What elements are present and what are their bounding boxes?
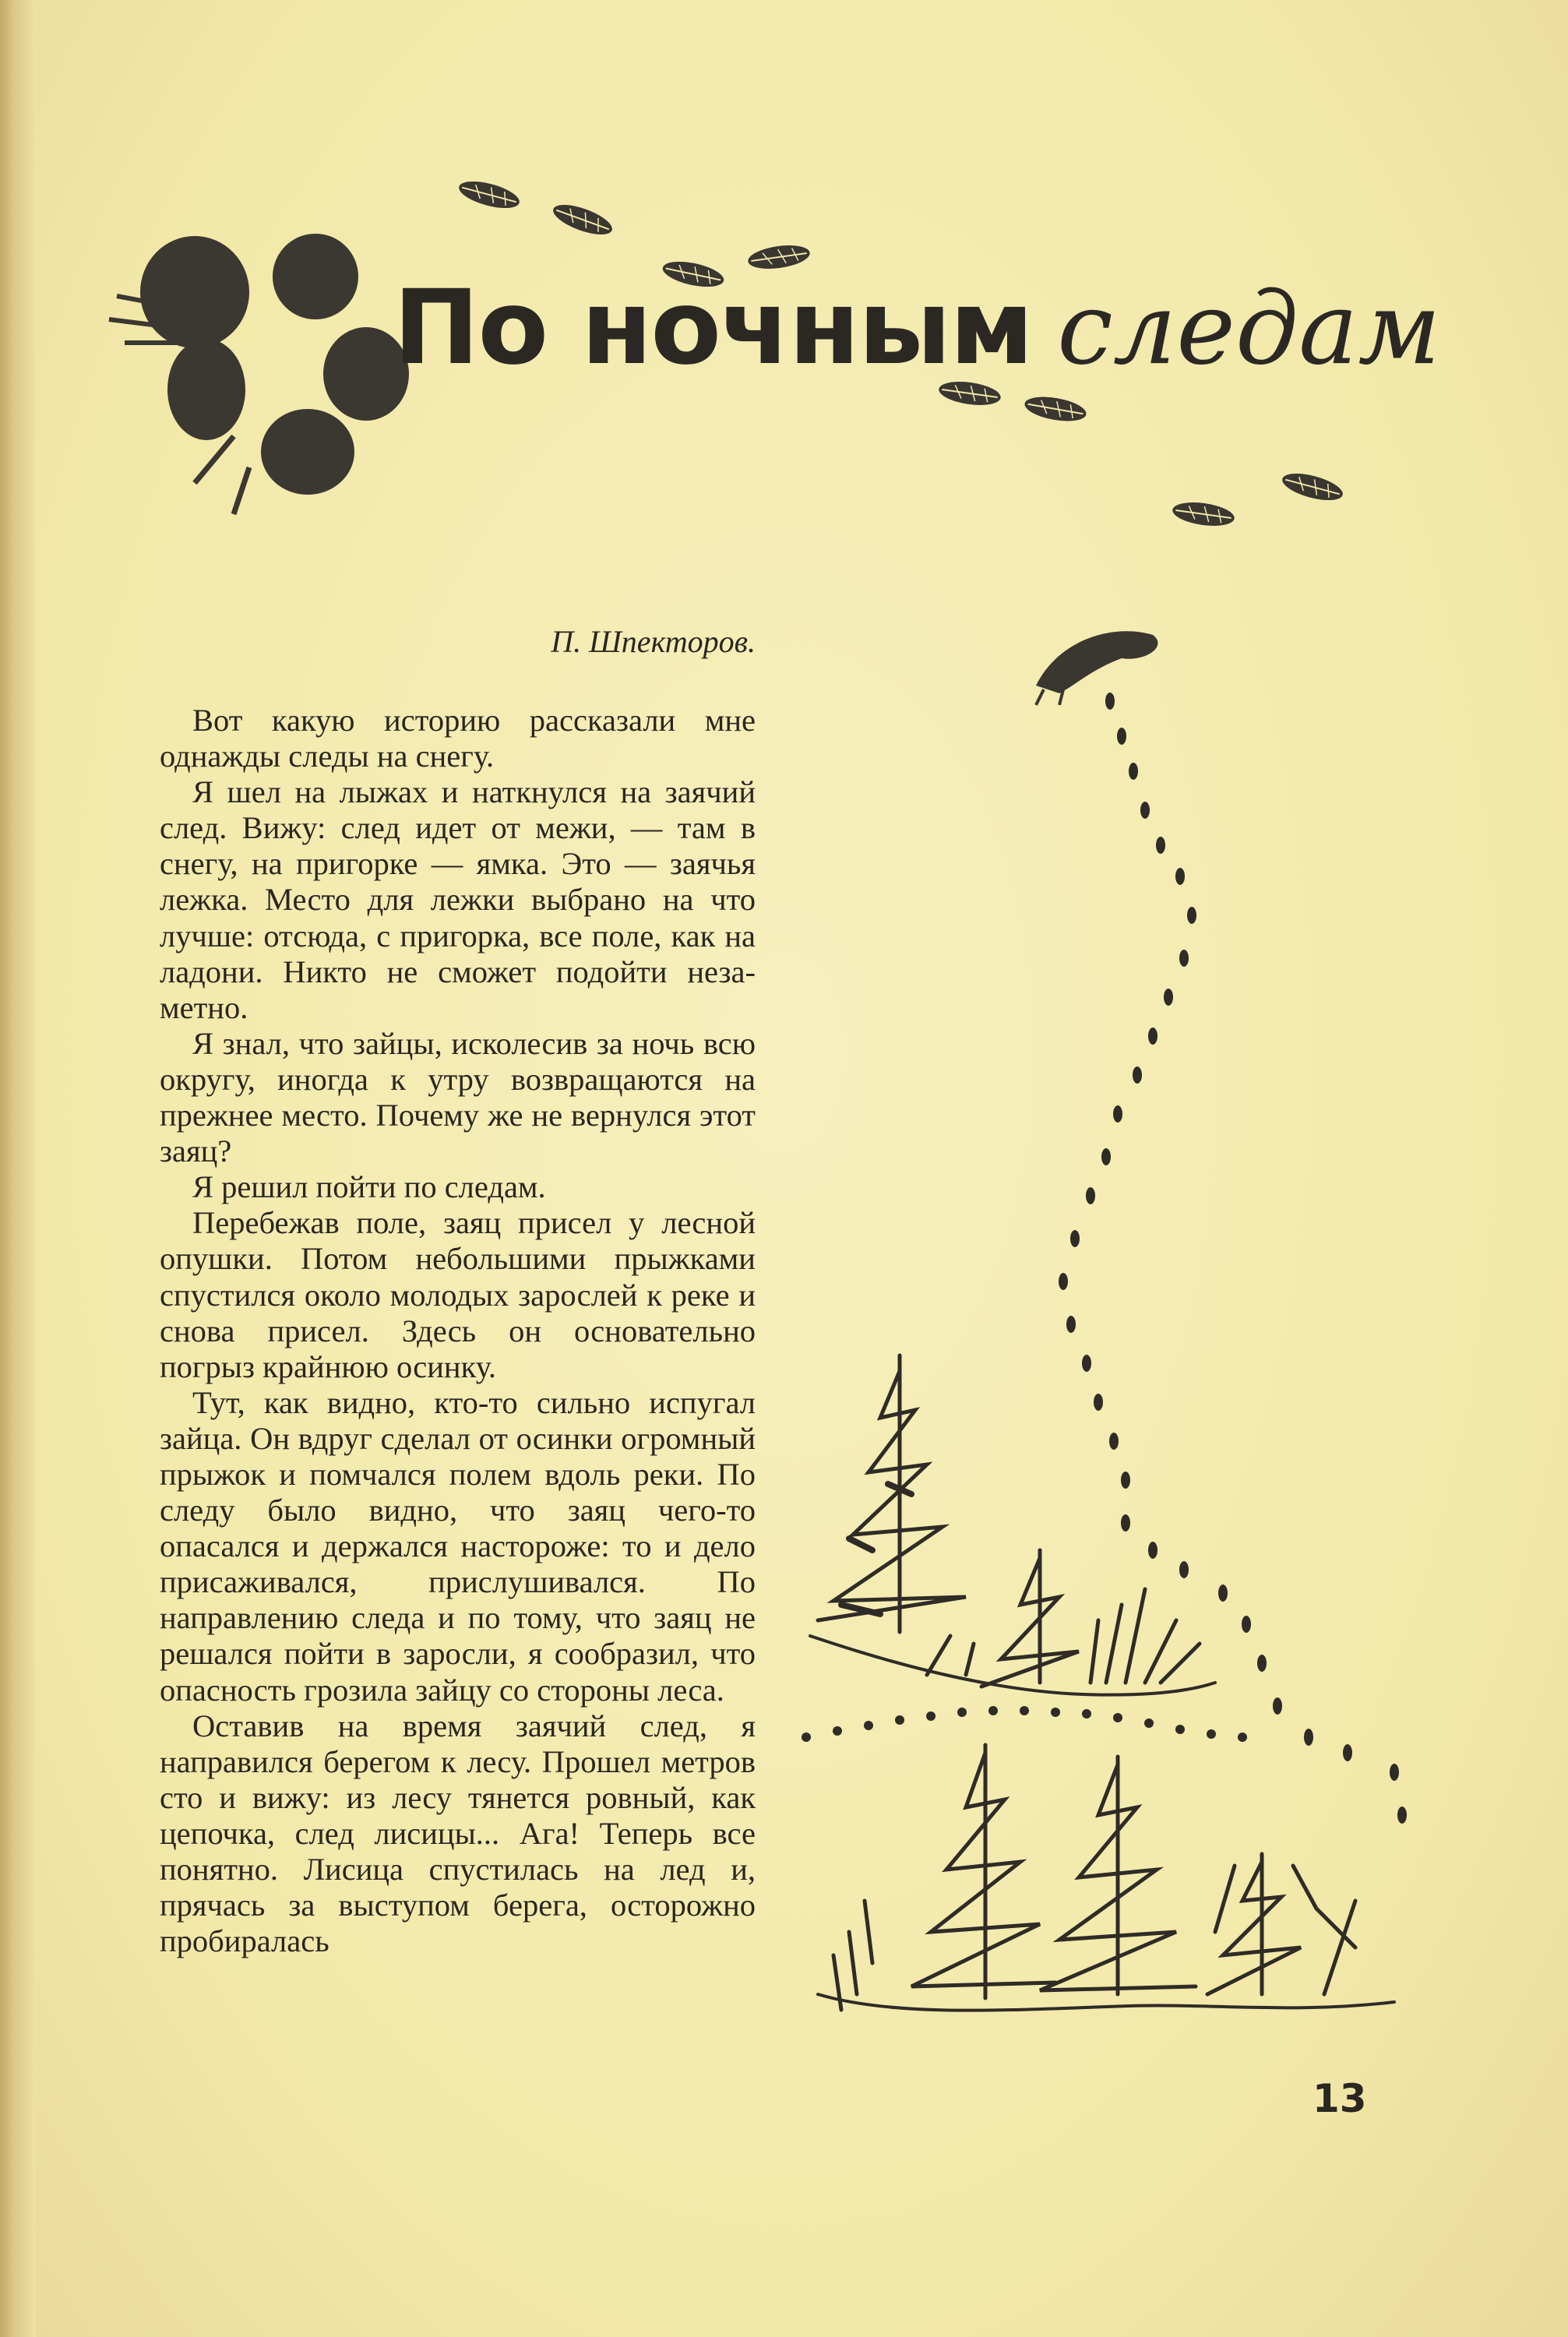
dotted-trail: [802, 1706, 1247, 1742]
title-italic: следам: [1057, 271, 1441, 387]
title-main: По ночным: [393, 268, 1033, 388]
article-title: [393, 268, 1499, 388]
paw-print-drawing: [109, 234, 409, 514]
paragraph: Тут, как видно, кто-то сильно испугал зайца. Он вдруг сделал от осинки огромный прыжок и помчался полем вдоль реки. По следу было видно, что заяц чего-то опасался и держался настороже: то и дело присаживался, прислушивался. По направлению следа и по тому, что заяц не решался пойти в заросли, я сообразил, что опасность грозила зайцу со стороны леса.: [160, 1384, 756, 1708]
paragraph: Перебежав поле, заяц присел у лесной опушки. Потом небольшими прыжками спустился около молодых зарослей к реке и снова присел. Здесь он основательно погрыз крайнюю осинку.: [160, 1205, 756, 1384]
paragraph: Оставив на время заячий след, я направился берегом к лесу. Прошел метров сто и вижу: из лесу тянется ровный, как цепочка, след лисицы... Ага! Теперь все понятно. Лисица спустилась на лед и, прячась за выступом берега, осторожно пробиралась: [160, 1708, 756, 1959]
animal-sketch: [1036, 631, 1158, 705]
page-number: 13: [1313, 2076, 1367, 2121]
paragraph: Я знал, что зайцы, исколесив за ночь всю округу, иногда к утру возвращаются на прежнее место. Почему же не вернулся этот заяц?: [160, 1025, 756, 1169]
paragraph: Я шел на лыжах и наткнулся на заячий след. Вижу: след идет от межи, — там в снегу, на пригорке — ямка. Это — заячья лежка. Место для лежки выбрано на что лучше: отсюда, с пригорка, все поле, как на ладони. Никто не сможет подойти незаметно.: [160, 774, 756, 1025]
paragraph: Вот какую историю рассказали мне однажды следы на снегу.: [160, 703, 756, 774]
paragraph: Я решил пойти по следам.: [192, 1169, 546, 1205]
article-body: [160, 703, 756, 1959]
article-author: П. Шпекторов.: [551, 624, 756, 659]
winter-forest-drawing: [810, 1355, 1394, 2011]
